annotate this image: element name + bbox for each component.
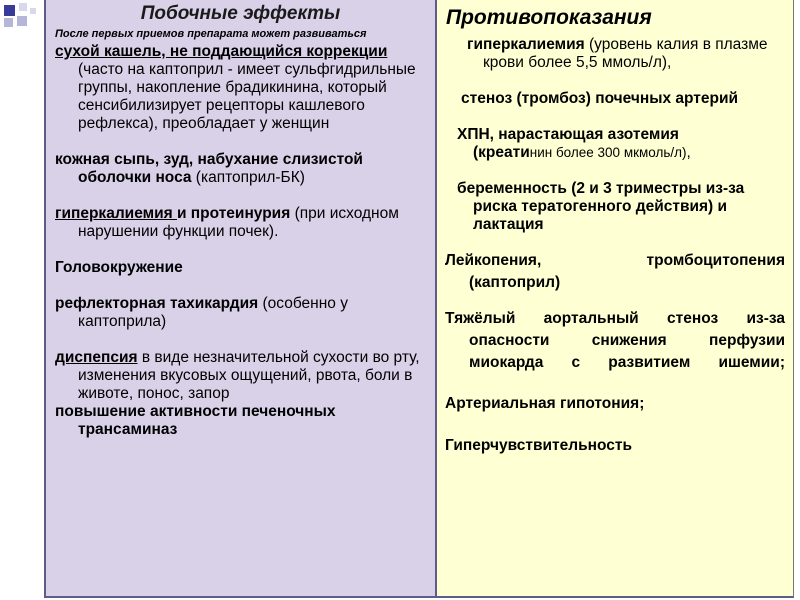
side-effect-item — [46, 403, 431, 439]
side-effect-name: кожная сыпь, зуд, набухание слизистой оболочки носа — [55, 151, 363, 186]
contraindications-column — [437, 0, 794, 598]
contraindication-item — [437, 126, 785, 162]
decor-square — [17, 16, 27, 26]
contraindication-details: , — [686, 144, 691, 161]
side-effect-details: (особенно у каптоприла) — [78, 295, 348, 330]
side-effect-item — [46, 43, 431, 133]
decor-square — [4, 18, 13, 27]
side-effect-name: диспепсия — [55, 349, 138, 366]
side-effect-name: сухой кашель, не поддающийся коррекции — [55, 43, 388, 60]
side-effects-subtitle: После первых приемов препарата может развиваться — [55, 28, 367, 40]
contraindication-details: (уровень калия в плазме крови более 5,5 ммоль/л), — [483, 36, 768, 71]
side-effect-details: (каптоприл-БК) — [191, 169, 305, 186]
contraindication-name: гиперкалиемия — [467, 36, 585, 53]
contraindication-item: Гиперчувствительность — [445, 437, 632, 454]
contraindication-details: (каптоприл) — [469, 274, 561, 291]
contraindication-item — [437, 180, 785, 234]
contraindication-name: стеноз (тромбоз) почечных артерий — [461, 90, 739, 107]
side-effects-title: Побочные эффекты — [140, 3, 341, 24]
contraindication-details: опасности снижения перфузии — [469, 332, 785, 349]
side-effect-name: рефлекторная тахикардия — [55, 295, 259, 312]
contraindication-details: миокарда с развитием ишемии; — [469, 354, 785, 371]
side-effect-details: (часто на каптоприл - имеет сульфгидрильные группы, накопление брадикинина, который сенсибилизирует рецепторы кашлевого рефлекса), преобладает у женщин — [78, 61, 416, 132]
side-effect-name: и протеинурия — [176, 205, 291, 222]
contraindication-name: Лейкопения, тромбоцитопения — [445, 252, 785, 269]
side-effects-column — [44, 0, 437, 598]
contraindication-item — [437, 310, 785, 372]
contraindication-name: Тяжёлый аортальный стеноз из-за — [445, 310, 785, 327]
side-effect-details: в виде незначительной сухости во рту, изменения вкусовых ощущений, рвота, боли в животе, понос, запор — [78, 349, 420, 402]
side-effect-name: Головокружение — [55, 259, 183, 276]
side-effect-item — [46, 151, 431, 187]
contraindication-name: ХПН, нарастающая азотемия — [457, 126, 679, 143]
contraindication-item — [437, 90, 785, 108]
side-effect-name: гиперкалиемия — [55, 205, 177, 222]
side-effect-item — [46, 349, 431, 403]
decor-square — [19, 3, 27, 11]
contraindication-item — [437, 36, 785, 72]
contraindication-details: нин более 300 мкмоль/л) — [529, 145, 687, 160]
side-effect-item — [46, 295, 431, 331]
contraindication-name: (креати — [473, 144, 530, 161]
side-effect-item — [46, 205, 431, 241]
decor-square — [4, 5, 15, 16]
decor-square — [30, 8, 36, 14]
contraindication-name: беременность (2 и 3 триместры из-за риска тератогенного действия) и лактация — [457, 180, 745, 233]
side-effect-details: (при исходном нарушении функции почек). — [78, 205, 399, 240]
contraindication-item — [437, 252, 785, 292]
contraindication-item: Артериальная гипотония; — [445, 395, 645, 412]
contraindications-title: Противопоказания — [446, 6, 652, 29]
side-effect-name: повышение активности печеночных трансаминаз — [55, 403, 336, 438]
side-effect-item — [46, 259, 431, 277]
